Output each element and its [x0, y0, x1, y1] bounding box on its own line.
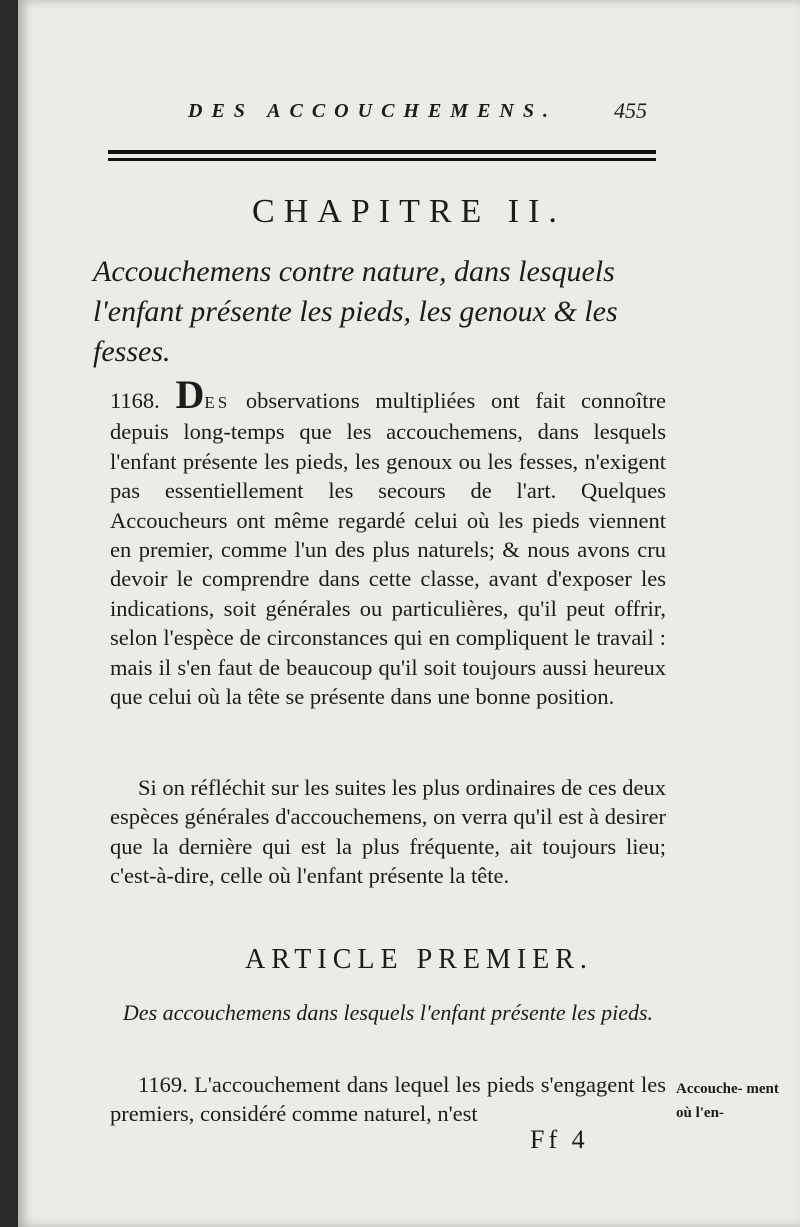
margin-note: Accouche- ment où l'en- — [676, 1081, 779, 1121]
running-head: DES ACCOUCHEMENS. — [188, 100, 557, 122]
header-rule — [108, 150, 656, 161]
article-subtitle: Des accouchemens dans lesquels l'enfant présente les pieds. — [122, 1000, 654, 1025]
chapter-heading: CHAPITRE II. — [252, 193, 566, 230]
paragraph-1168 — [110, 372, 667, 711]
paragraph-text: observations multipliées ont fait connoître depuis long-temps que les accouchemens, dans lesquels l'enfant présente les pieds, les genoux ou les fesses, n'exigent pas essentiellement les secours de l'art. Quelques Accoucheurs ont même regardé celui où les pieds viennent en premier, comme l'un des plus naturels; & nous avons cru devoir le comprendre dans cette classe, avant d'exposer les indications, soit générales ou particulières, qu'il peut offrir, selon l'espèce de circonstances qui en compliquent le travail : mais il s'en faut de beaucoup qu'il soit toujours aussi heureux que celui où la tête se présente dans une bonne position. — [110, 388, 667, 710]
book-page — [18, 0, 800, 1227]
paragraph-number: 1168. — [110, 388, 160, 413]
page-number: 455 — [614, 98, 647, 123]
paragraph-1169: 1169. L'accouchement dans lequel les pieds s'engagent les premiers, considéré comme naturel, n'est — [110, 1072, 666, 1127]
small-caps-text: ES — [204, 393, 231, 412]
article-heading: ARTICLE PREMIER. — [245, 944, 593, 975]
chapter-title: Accouchemens contre nature, dans lesquels l'enfant présente les pieds, les genoux & les fesses. — [93, 255, 618, 368]
signature-mark: Ff 4 — [530, 1125, 589, 1154]
paragraph-2: Si on réfléchit sur les suites les plus ordinaires de ces deux espèces générales d'accouchemens, on verra qu'il est à desirer que la dernière qui est la plus fréquente, ait toujours lieu; c'est-à-dire, celle où l'enfant présente la tête. — [110, 775, 667, 889]
drop-cap: D — [175, 372, 205, 417]
